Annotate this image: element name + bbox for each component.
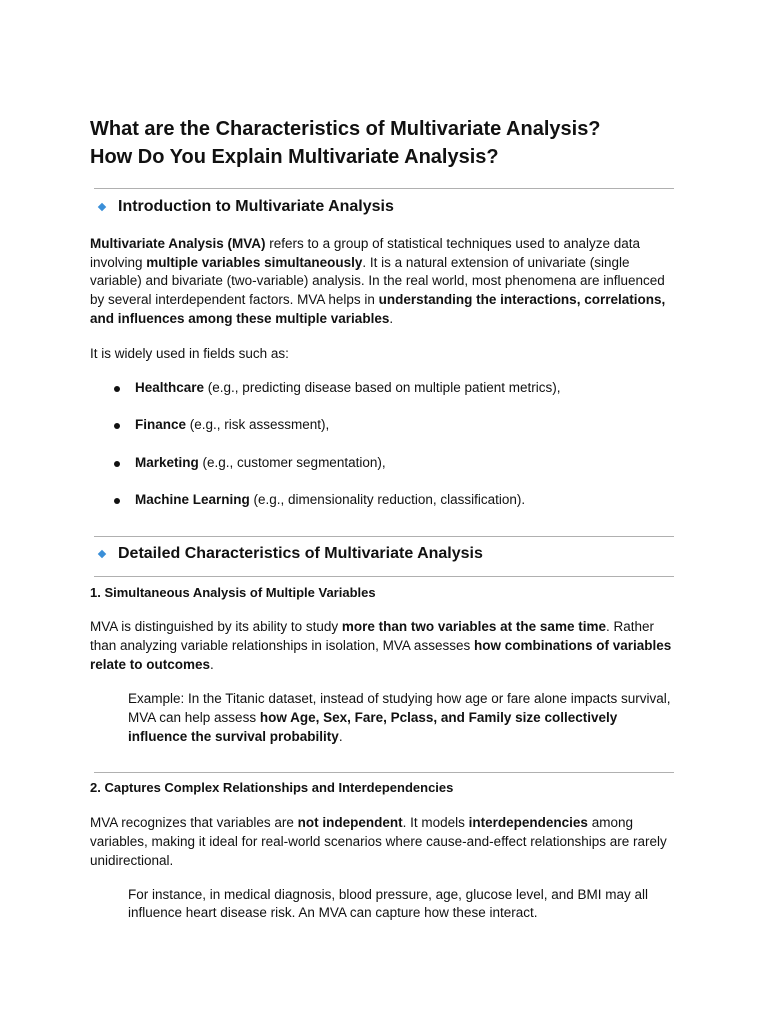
field-name: Marketing: [135, 455, 199, 471]
characteristics-section-heading: [90, 543, 674, 565]
list-item-machine-learning: [90, 491, 674, 509]
item-2-paragraph: [90, 814, 674, 870]
bold-text: interdependencies: [468, 815, 588, 831]
title-line-2: How Do You Explain Multivariate Analysis?: [90, 146, 499, 168]
text-run: among variables, making it ideal for real-world scenarios where cause-and-effect relationships are rarely unidirectional.: [90, 815, 667, 868]
text-run: . Rather than analyzing variable relationships in isolation, MVA assesses: [90, 619, 654, 653]
field-desc: (e.g., risk assessment),: [186, 417, 330, 433]
field-name: Finance: [135, 417, 187, 433]
field-desc: (e.g., customer segmentation),: [198, 455, 386, 471]
text-run: Example: In the Titanic dataset, instead of studying how age or fare alone impacts survival, MVA can help assess: [128, 691, 671, 726]
list-item-healthcare: [90, 379, 674, 397]
text-run: .: [210, 656, 214, 672]
bold-text: not independent: [297, 815, 403, 831]
text-run: .: [338, 728, 343, 744]
characteristics-heading-text: Detailed Characteristics of Multivariate Analysis: [118, 545, 483, 563]
list-item-finance: [90, 416, 674, 434]
bold-text: understanding the interactions, correlations, and influences among these multiple variables: [90, 292, 666, 326]
bold-text: how Age, Sex, Fare, Pclass, and Family size collectively influence the survival probability: [128, 710, 618, 744]
document-page: [90, 115, 674, 923]
bullet-icon: [114, 461, 120, 467]
bold-text: more than two variables at the same time: [341, 619, 606, 635]
bold-text: how combinations of variables relate to outcomes: [90, 637, 672, 672]
text-run: MVA is distinguished by its ability to study: [90, 619, 342, 635]
field-desc: (e.g., predicting disease based on multiple patient metrics),: [204, 380, 561, 396]
item-1-paragraph: [90, 618, 674, 674]
bullet-icon: [114, 498, 120, 504]
field-name: Machine Learning: [135, 492, 250, 508]
text-run: MVA recognizes that variables are: [90, 815, 298, 831]
divider: [94, 188, 674, 189]
bullet-icon: [114, 386, 120, 392]
diamond-icon: [98, 550, 106, 558]
bold-text: multiple variables simultaneously: [146, 254, 363, 270]
item-1-example: [128, 690, 674, 746]
field-name: Healthcare: [135, 380, 205, 396]
item-2-heading: 2. Captures Complex Relationships and Interdependencies: [90, 780, 454, 796]
intro-paragraph: [90, 235, 674, 329]
intro-heading-text: Introduction to Multivariate Analysis: [118, 198, 394, 215]
page-title: [90, 115, 674, 171]
text-run: . It is a natural extension of univariate (single variable) and bivariate (two-variable) analysis. In the real world, most phenomena are influenced by several interdependent factors. MVA helps in: [90, 254, 665, 308]
fields-lead-in: It is widely used in fields such as:: [90, 345, 289, 361]
title-line-1: What are the Characteristics of Multivariate Analysis?: [90, 118, 601, 140]
fields-list: [90, 379, 674, 509]
text-run: .: [389, 310, 394, 326]
text-run: refers to a group of statistical techniques used to analyze data involving: [90, 236, 641, 270]
item-1-heading: 1. Simultaneous Analysis of Multiple Variables: [90, 585, 376, 601]
bold-text: Multivariate Analysis (MVA): [90, 236, 266, 251]
item-2-example: [128, 886, 674, 923]
text-run: For instance, in medical diagnosis, blood pressure, age, glucose level, and BMI may all influence heart disease risk. An MVA can capture how these interact.: [128, 886, 649, 921]
diamond-icon: [98, 203, 106, 211]
field-desc: (e.g., dimensionality reduction, classification).: [249, 492, 526, 508]
divider: [94, 772, 674, 773]
intro-section-heading: [90, 196, 674, 218]
bullet-icon: [114, 423, 120, 429]
divider: [94, 576, 674, 577]
divider: [94, 536, 674, 537]
text-run: . It models: [402, 815, 469, 831]
list-item-marketing: [90, 454, 674, 472]
